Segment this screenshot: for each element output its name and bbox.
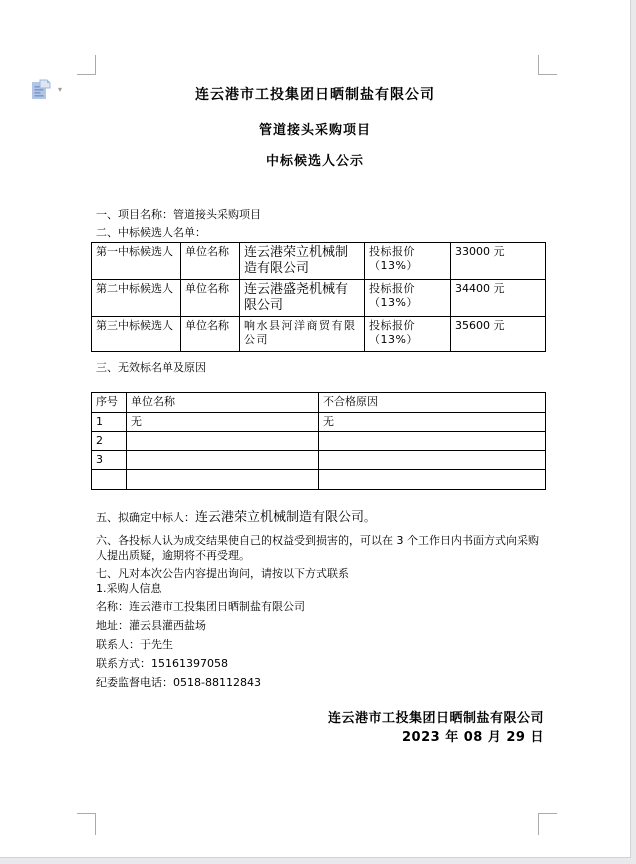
candidate-company-cell: 响水县河洋商贸有限公司 [240, 317, 365, 352]
invalid-company-cell [127, 432, 319, 451]
winner-prefix: 五、拟确定中标人： [96, 511, 195, 524]
invalid-no-cell [92, 470, 127, 490]
invalid-row [92, 451, 546, 470]
invalid-row [92, 432, 546, 451]
contact-address: 地址：灌云县灌西盐场 [96, 619, 206, 632]
signature-block [328, 711, 544, 749]
candidates-table [91, 242, 546, 352]
candidate-rank-cell: 第三中标候选人 [92, 317, 181, 352]
crop-mark-top-right-icon [538, 55, 557, 75]
invalid-reason-cell [319, 470, 546, 490]
crop-mark-bottom-left-icon [77, 813, 96, 835]
section-project-name: 一、项目名称：管道接头采购项目 [96, 208, 261, 221]
candidate-price-label-cell: 投标报价（13%） [365, 243, 451, 280]
invalid-reason-cell [319, 451, 546, 470]
contact-block [96, 600, 305, 695]
candidate-row [92, 243, 546, 280]
winner-suffix: 。 [364, 511, 376, 524]
contact-supervision-phone: 纪委监督电话：0518-88112843 [96, 676, 261, 689]
invalid-row [92, 470, 546, 490]
candidate-price-cell: 35600 元 [451, 317, 546, 352]
section-candidate-list-label: 二、中标候选人名单： [96, 226, 206, 239]
winner-company: 连云港荣立机械制造有限公司 [195, 510, 365, 525]
contact-name: 名称：连云港市工投集团日晒制盐有限公司 [96, 600, 305, 613]
doc-title-company: 连云港市工投集团日晒制盐有限公司 [195, 87, 435, 103]
invalid-header-no: 序号 [92, 393, 127, 413]
invalid-company-cell [127, 451, 319, 470]
candidate-company-cell: 连云港荣立机械制造有限公司 [240, 243, 365, 280]
contact-heading: 1.采购人信息 [96, 582, 162, 595]
invalid-bids-table [91, 392, 546, 490]
section-invalid-bids-label: 三、无效标名单及原因 [96, 361, 206, 374]
doc-title-project: 管道接头采购项目 [258, 123, 371, 138]
contact-person: 联系人：于先生 [96, 638, 173, 651]
candidate-row [92, 317, 546, 352]
invalid-no-cell: 3 [92, 451, 127, 470]
invalid-header-company: 单位名称 [127, 393, 319, 413]
invalid-header-row [92, 393, 546, 413]
candidate-price-cell: 33000 元 [451, 243, 546, 280]
invalid-header-reason: 不合格原因 [319, 393, 546, 413]
invalid-company-cell: 无 [127, 413, 319, 432]
candidate-price-cell: 34400 元 [451, 280, 546, 317]
invalid-reason-cell: 无 [319, 413, 546, 432]
candidate-row [92, 280, 546, 317]
section-objection-notice: 六、各投标人认为成交结果使自己的权益受到损害的，可以在 3 个工作日内书面方式向采购人提出质疑，逾期将不再受理。 [96, 534, 539, 562]
paste-options-dropdown-icon[interactable]: ▾ [58, 85, 63, 94]
candidate-label-cell: 单位名称 [181, 317, 240, 352]
section-contact-notice: 七、凡对本次公告内容提出询问，请按以下方式联系 [96, 567, 349, 580]
candidate-rank-cell: 第二中标候选人 [92, 280, 181, 317]
candidate-rank-cell: 第一中标候选人 [92, 243, 181, 280]
contact-phone: 联系方式：15161397058 [96, 657, 228, 670]
invalid-company-cell [127, 470, 319, 490]
crop-mark-bottom-right-icon [538, 813, 557, 835]
doc-title-announcement: 中标候选人公示 [265, 154, 364, 169]
candidate-price-label-cell: 投标报价（13%） [365, 317, 451, 352]
invalid-no-cell: 1 [92, 413, 127, 432]
candidate-label-cell: 单位名称 [181, 280, 240, 317]
invalid-no-cell: 2 [92, 432, 127, 451]
section-winner [96, 510, 375, 525]
candidate-price-label-cell: 投标报价（13%） [365, 280, 451, 317]
candidate-label-cell: 单位名称 [181, 243, 240, 280]
candidate-company-cell: 连云港盛尧机械有限公司 [240, 280, 365, 317]
signature-date: 2023 年 08 月 29 日 [402, 730, 544, 745]
signature-company: 连云港市工投集团日晒制盐有限公司 [327, 711, 544, 726]
invalid-row [92, 413, 546, 432]
invalid-reason-cell [319, 432, 546, 451]
crop-mark-top-left-icon [77, 55, 96, 75]
